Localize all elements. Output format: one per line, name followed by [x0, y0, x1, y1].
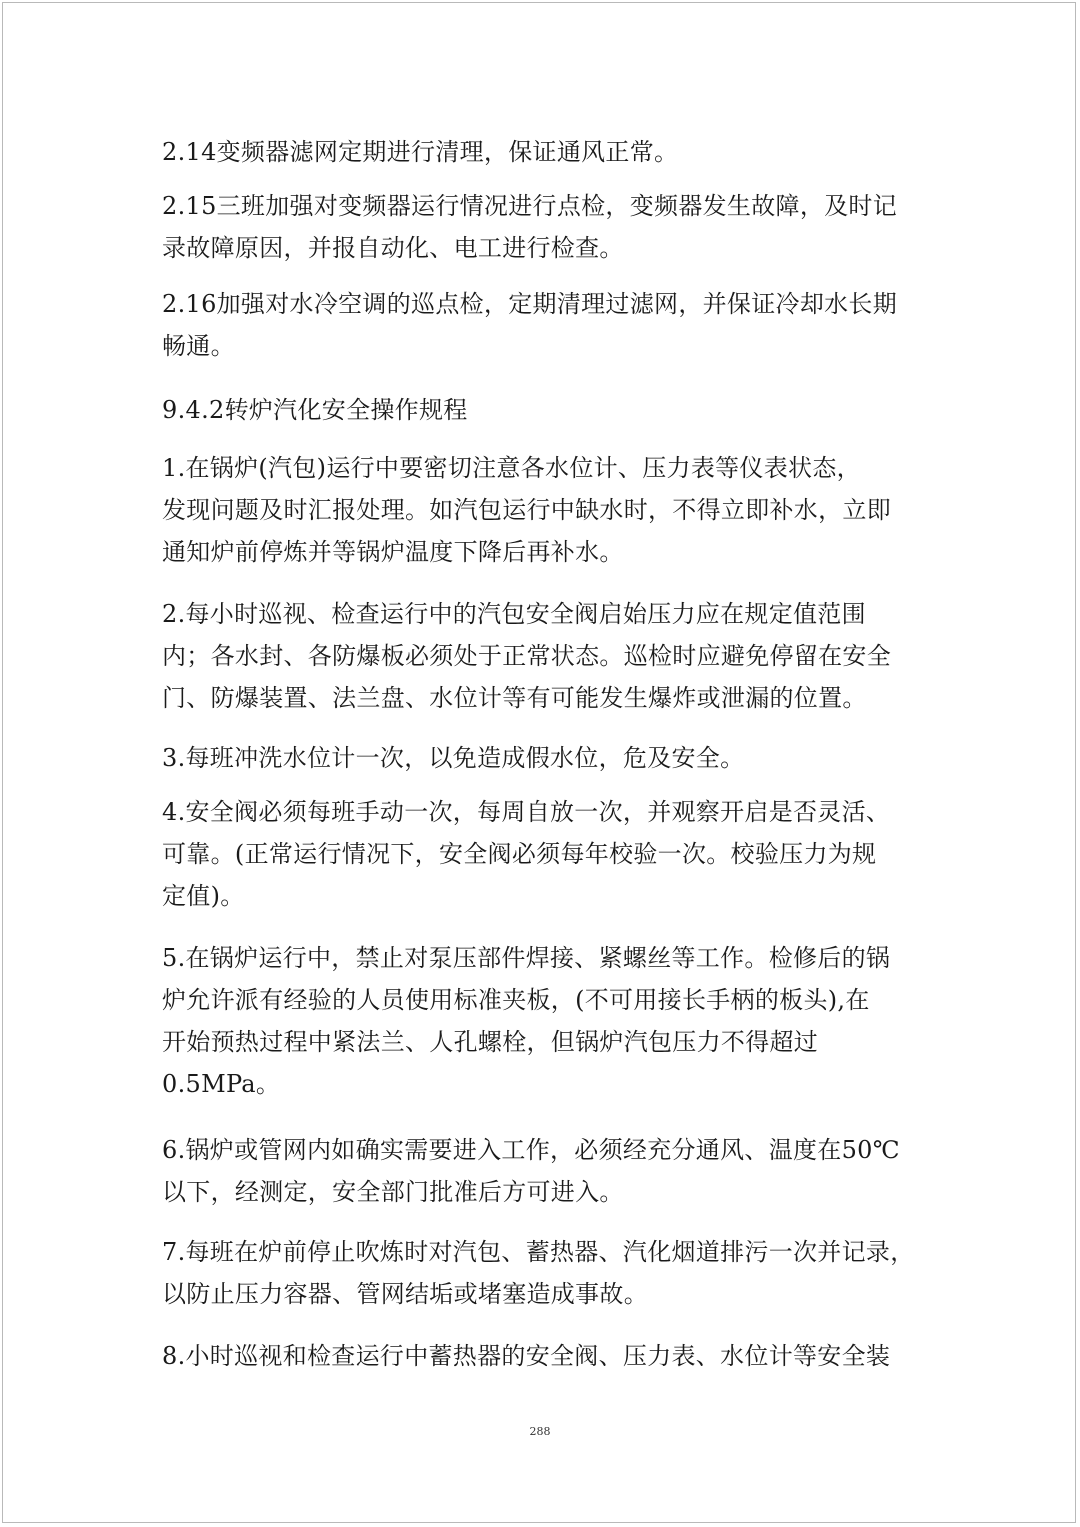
paragraph-2-16-line-2: 畅通。 [162, 332, 235, 360]
section-heading-9-4-2: 9.4.2转炉汽化安全操作规程 [162, 396, 468, 424]
item-5-line-3: 开始预热过程中紧法兰、人孔螺栓，但锅炉汽包压力不得超过 [162, 1028, 819, 1056]
item-1-line-3: 通知炉前停炼并等锅炉温度下降后再补水。 [162, 538, 624, 566]
item-4-line-3: 定值)。 [162, 882, 245, 910]
paragraph-2-15-line-1: 2.15三班加强对变频器运行情况进行点检，变频器发生故障，及时记 [162, 192, 898, 220]
paragraph-2-15-line-2: 录故障原因，并报自动化、电工进行检查。 [162, 234, 624, 262]
item-7-line-1: 7.每班在炉前停止吹炼时对汽包、蓄热器、汽化烟道排污一次并记录， [162, 1238, 915, 1266]
item-4-line-1: 4.安全阀必须每班手动一次，每周自放一次，并观察开启是否灵活、 [162, 798, 891, 826]
item-1-line-2: 发现问题及时汇报处理。如汽包运行中缺水时，不得立即补水，立即 [162, 496, 891, 524]
item-2-line-2: 内；各水封、各防爆板必须处于正常状态。巡检时应避免停留在安全 [162, 642, 891, 670]
item-2-line-3: 门、防爆装置、法兰盘、水位计等有可能发生爆炸或泄漏的位置。 [162, 684, 867, 712]
paragraph-2-14-line-1: 2.14变频器滤网定期进行清理，保证通风正常。 [162, 138, 679, 166]
item-2-line-1: 2.每小时巡视、检查运行中的汽包安全阀启始压力应在规定值范围 [162, 600, 866, 628]
page-number: 288 [529, 1425, 551, 1438]
item-5-line-4: 0.5MPa。 [162, 1070, 281, 1098]
paragraph-2-16-line-1: 2.16加强对水冷空调的巡点检，定期清理过滤网，并保证冷却水长期 [162, 290, 898, 318]
item-6-line-1: 6.锅炉或管网内如确实需要进入工作，必须经充分通风、温度在50℃ [162, 1136, 900, 1164]
item-8-line-1: 8.小时巡视和检查运行中蓄热器的安全阀、压力表、水位计等安全装 [162, 1342, 891, 1370]
item-6-line-2: 以下，经测定，安全部门批准后方可进入。 [162, 1178, 624, 1206]
item-1-line-1: 1.在锅炉(汽包)运行中要密切注意各水位计、压力表等仪表状态， [162, 454, 861, 482]
item-7-line-2: 以防止压力容器、管网结垢或堵塞造成事故。 [162, 1280, 648, 1308]
item-5-line-2: 炉允许派有经验的人员使用标准夹板，(不可用接长手柄的板头),在 [162, 986, 870, 1014]
item-3-line-1: 3.每班冲洗水位计一次，以免造成假水位，危及安全。 [162, 744, 745, 772]
item-4-line-2: 可靠。(正常运行情况下，安全阀必须每年校验一次。校验压力为规 [162, 840, 877, 868]
item-5-line-1: 5.在锅炉运行中，禁止对泵压部件焊接、紧螺丝等工作。检修后的锅 [162, 944, 891, 972]
